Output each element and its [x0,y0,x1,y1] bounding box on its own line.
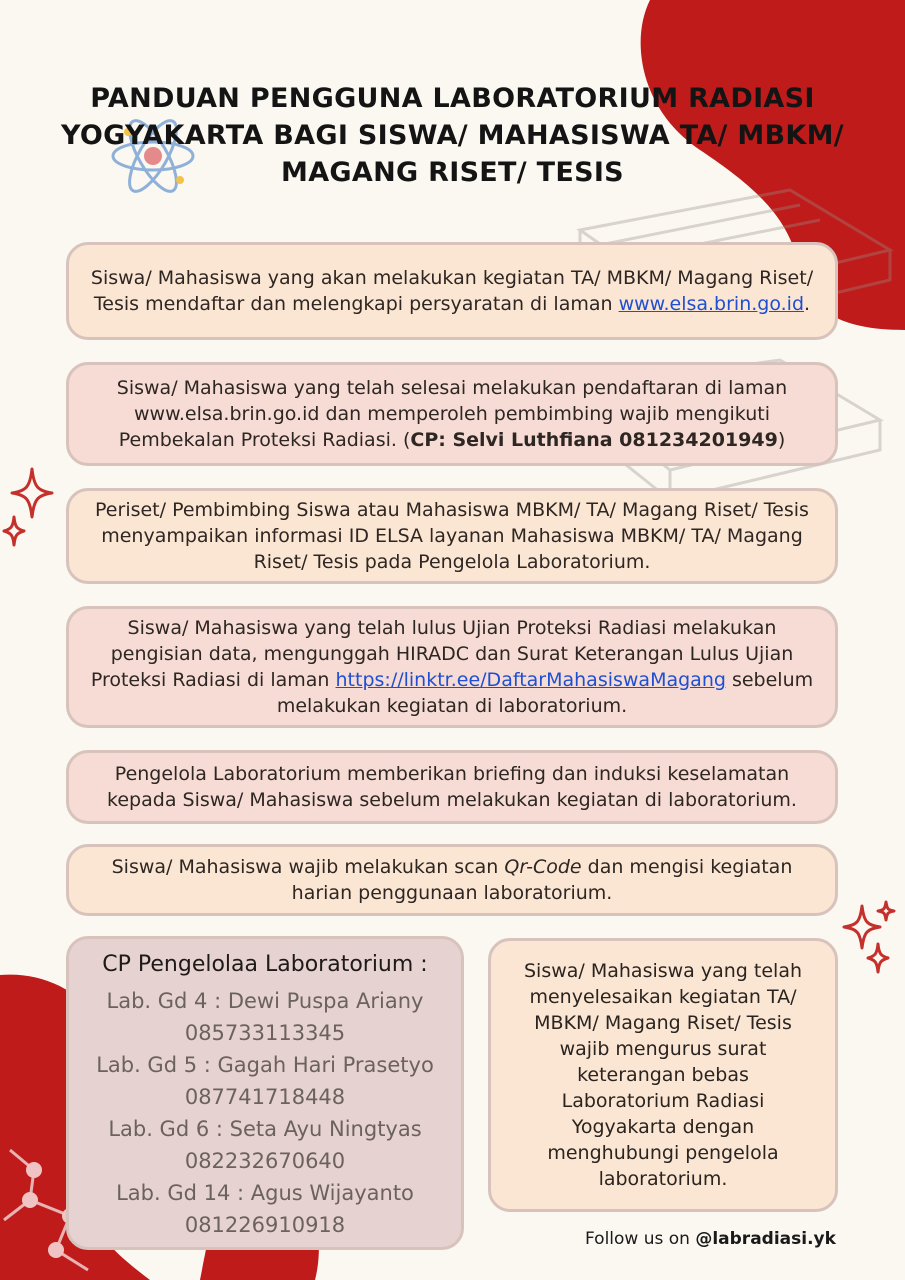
step-5-text: Pengelola Laboratorium memberikan briefing dan induksi keselamatan kepada Siswa/ Mahasiswa sebelum melakukan kegiatan di laboratorium. [107,763,797,811]
step-card-5 [66,750,838,824]
step-1-suffix: . [804,293,811,315]
sparkle-icon [0,465,60,555]
step-4-text: Siswa/ Mahasiswa yang telah lulus Ujian Proteksi Radiasi melakukan pengisian data, mengunggah HIRADC dan Surat Keterangan Lulus Ujian Proteksi Radiasi di laman [90,617,794,691]
step-4-suffix: sebelum melakukan kegiatan di laboratorium. [276,669,814,717]
step-6-suffix: dan mengisi kegiatan harian penggunaan laboratorium. [291,856,793,904]
contact-row: 087741718448 [184,1085,346,1109]
step-card-3 [66,488,838,584]
contact-row: Lab. Gd 4 : Dewi Puspa Ariany [106,989,424,1013]
step-1-text: Siswa/ Mahasiswa yang akan melakukan kegiatan TA/ MBKM/ Magang Riset/ Tesis mendaftar dan melengkapi persyaratan di laman [90,267,814,315]
step-6-text: Siswa/ Mahasiswa wajib melakukan scan [111,856,505,878]
qr-code-term: Qr-Code [504,856,582,878]
linktree-link[interactable]: https://linktr.ee/DaftarMahasiswaMagang [335,669,726,691]
contact-row: Lab. Gd 5 : Gagah Hari Prasetyo [96,1053,434,1077]
selvi-contact: CP: Selvi Luthfiana 081234201949 [410,429,778,451]
elsa-link[interactable]: www.elsa.brin.go.id [618,293,805,315]
contact-card [66,936,464,1250]
final-note-card [488,938,838,1212]
contact-row: 081226910918 [184,1213,346,1237]
contact-row: Lab. Gd 14 : Agus Wijayanto [116,1181,414,1205]
follow-us [585,1229,836,1249]
step-card-2 [66,362,838,466]
contact-row: 085733113345 [184,1021,346,1045]
step-2-suffix: ) [777,429,786,451]
book-illustration [560,170,900,540]
page-title: PANDUAN PENGGUNA LABORATORIUM RADIASI YOGYAKARTA BAGI SISWA/ MAHASISWA TA/ MBKM/ MAGANG RISET/ TESIS [61,83,844,188]
sparkle-icon [842,900,902,980]
contact-row: Lab. Gd 6 : Seta Ayu Ningtyas [108,1117,422,1141]
follow-prefix: Follow us on [585,1229,696,1249]
final-note-text: Siswa/ Mahasiswa yang telah menyelesaikan kegiatan TA/ MBKM/ Magang Riset/ Tesis wajib mengurus surat keterangan bebas Laboratorium Radiasi Yogyakarta dengan menghubungi pengelola laboratorium. [523,960,802,1190]
contact-heading: CP Pengelolaa Laboratorium : [102,952,428,977]
step-card-1 [66,242,838,340]
step-3-text: Periset/ Pembimbing Siswa atau Mahasiswa MBKM/ TA/ Magang Riset/ Tesis menyampaikan informasi ID ELSA layanan Mahasiswa MBKM/ TA/ Magang Riset/ Tesis pada Pengelola Laboratorium. [95,499,809,573]
step-card-4 [66,606,838,728]
step-2-text: Siswa/ Mahasiswa yang telah selesai melakukan pendaftaran di laman www.elsa.brin.go.id dan memperoleh pembimbing wajib mengikuti Pembekalan Proteksi Radiasi. ( [116,377,788,451]
social-handle[interactable]: @labradiasi.yk [695,1229,836,1249]
contact-row: 082232670640 [184,1149,346,1173]
step-card-6 [66,844,838,916]
